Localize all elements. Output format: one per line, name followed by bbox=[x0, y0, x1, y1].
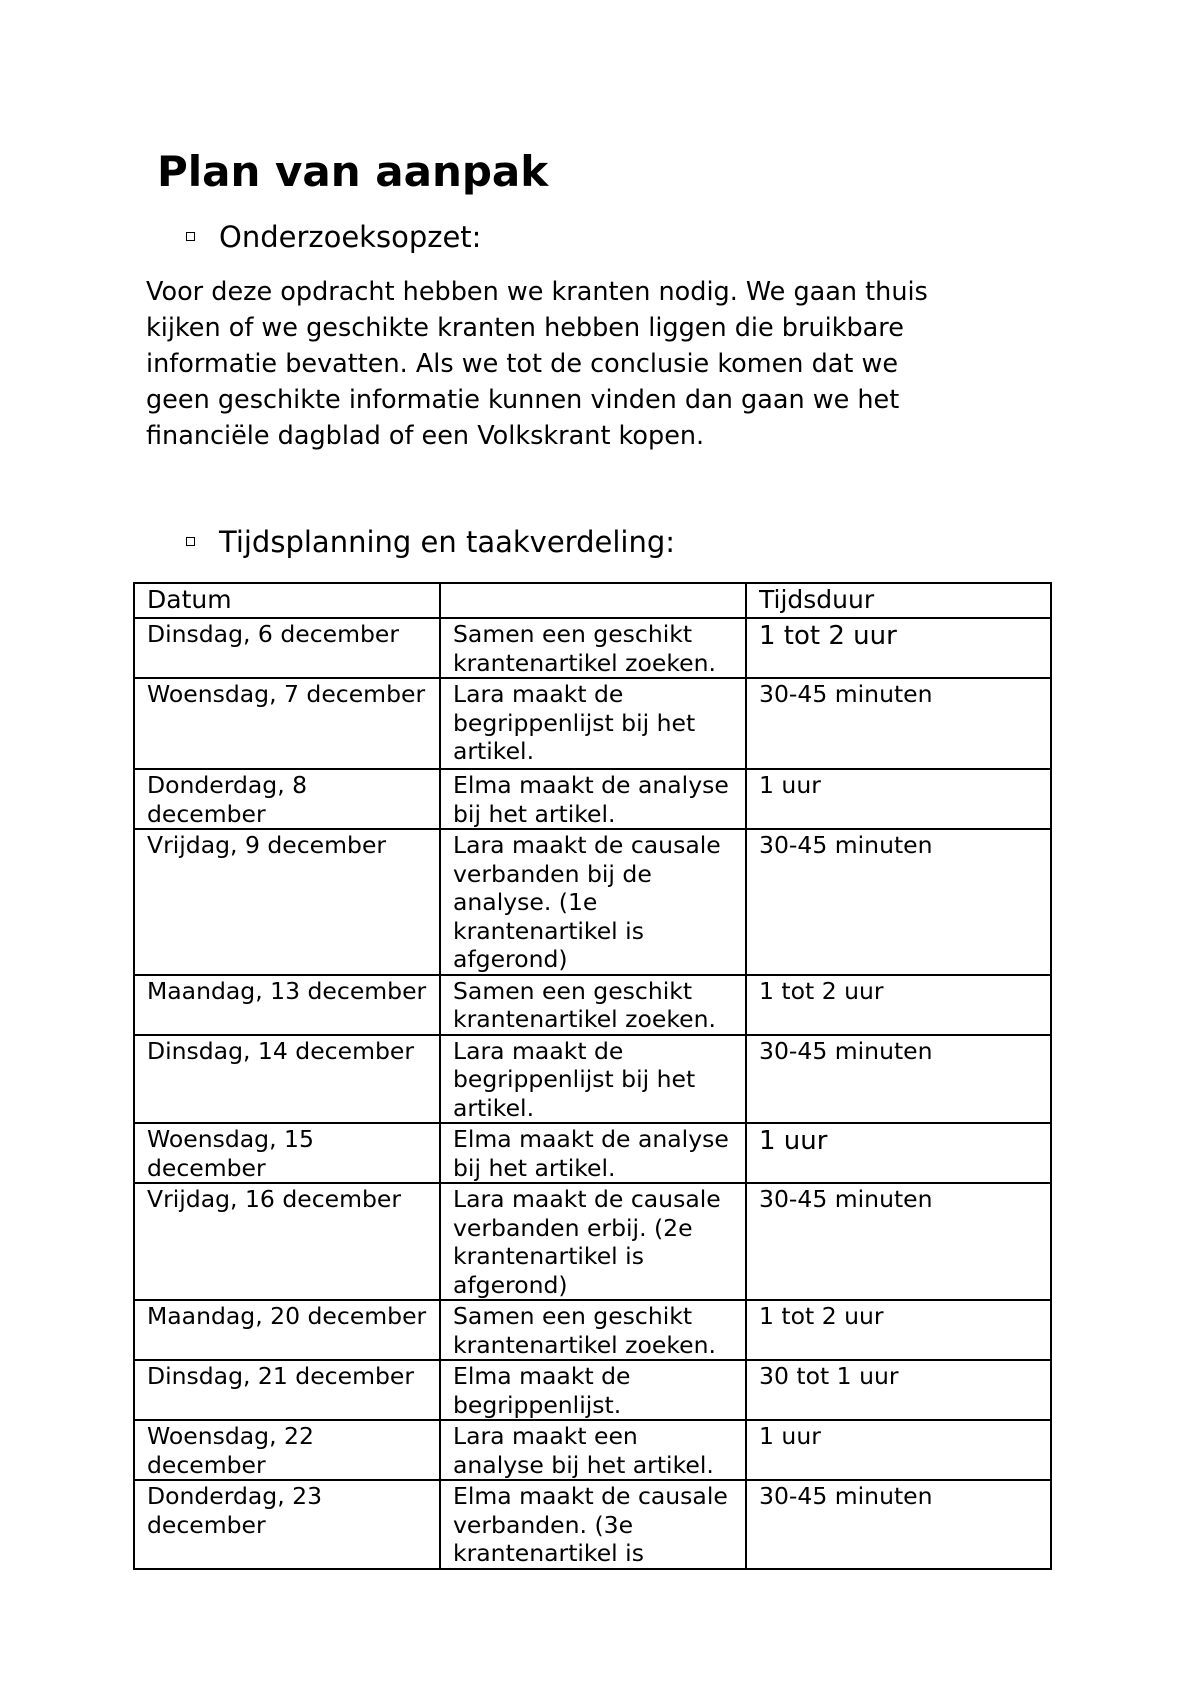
cell-date: Woensdag, 22 december bbox=[134, 1420, 440, 1480]
cell-task: Lara maakt een analyse bij het artikel. bbox=[440, 1420, 746, 1480]
cell-date: Dinsdag, 14 december bbox=[134, 1035, 440, 1124]
cell-duration: 30-45 minuten bbox=[746, 1183, 1051, 1300]
cell-date: Woensdag, 15 december bbox=[134, 1123, 440, 1183]
table-row bbox=[134, 1480, 1051, 1569]
table-row bbox=[134, 618, 1051, 678]
table-row bbox=[134, 975, 1051, 1035]
cell-duration: 30-45 minuten bbox=[746, 829, 1051, 975]
table-row bbox=[134, 1360, 1051, 1420]
header-tijdsduur: Tijdsduur bbox=[746, 583, 1051, 618]
cell-task: Lara maakt de causale verbanden erbij. (2e krantenartikel is afgerond) bbox=[440, 1183, 746, 1300]
header-task bbox=[440, 583, 746, 618]
cell-date: Dinsdag, 6 december bbox=[134, 618, 440, 678]
table-row bbox=[134, 1183, 1051, 1300]
research-setup-paragraph bbox=[146, 274, 1046, 454]
cell-duration: 30-45 minuten bbox=[746, 678, 1051, 769]
cell-duration: 1 uur bbox=[746, 769, 1051, 829]
square-bullet-icon bbox=[186, 232, 195, 241]
cell-duration: 30-45 minuten bbox=[746, 1480, 1051, 1569]
cell-date: Maandag, 13 december bbox=[134, 975, 440, 1035]
paragraph-line: kijken of we geschikte kranten hebben liggen die bruikbare bbox=[146, 313, 904, 343]
cell-date: Donderdag, 23 december bbox=[134, 1480, 440, 1569]
cell-task: Elma maakt de causale verbanden. (3e krantenartikel is bbox=[440, 1480, 746, 1569]
section-heading-tijdsplanning bbox=[186, 523, 675, 561]
cell-date: Maandag, 20 december bbox=[134, 1300, 440, 1360]
cell-task: Samen een geschikt krantenartikel zoeken. bbox=[440, 618, 746, 678]
cell-duration: 1 uur bbox=[746, 1123, 1051, 1183]
paragraph-line: Voor deze opdracht hebben we kranten nodig. We gaan thuis bbox=[146, 277, 928, 307]
cell-date: Vrijdag, 9 december bbox=[134, 829, 440, 975]
cell-task: Lara maakt de begrippenlijst bij het artikel. bbox=[440, 1035, 746, 1124]
cell-duration: 30-45 minuten bbox=[746, 1035, 1051, 1124]
schedule-table bbox=[133, 582, 1052, 1570]
paragraph-line: informatie bevatten. Als we tot de conclusie komen dat we bbox=[146, 349, 899, 379]
cell-date: Dinsdag, 21 december bbox=[134, 1360, 440, 1420]
section-heading-text: Onderzoeksopzet: bbox=[219, 220, 482, 254]
table-row bbox=[134, 1123, 1051, 1183]
table-row bbox=[134, 1420, 1051, 1480]
cell-duration: 30 tot 1 uur bbox=[746, 1360, 1051, 1420]
section-heading-onderzoeksopzet bbox=[186, 218, 481, 256]
table-row bbox=[134, 1300, 1051, 1360]
cell-date: Woensdag, 7 december bbox=[134, 678, 440, 769]
header-datum: Datum bbox=[134, 583, 440, 618]
paragraph-line: geen geschikte informatie kunnen vinden dan gaan we het bbox=[146, 385, 900, 415]
section-heading-text: Tijdsplanning en taakverdeling: bbox=[219, 525, 675, 559]
table-row bbox=[134, 678, 1051, 769]
table-row bbox=[134, 829, 1051, 975]
cell-task: Lara maakt de causale verbanden bij de analyse. (1e krantenartikel is afgerond) bbox=[440, 829, 746, 975]
page-title: Plan van aanpak bbox=[157, 147, 549, 196]
cell-date: Vrijdag, 16 december bbox=[134, 1183, 440, 1300]
cell-duration: 1 tot 2 uur bbox=[746, 1300, 1051, 1360]
cell-task: Samen een geschikt krantenartikel zoeken. bbox=[440, 975, 746, 1035]
cell-duration: 1 tot 2 uur bbox=[746, 975, 1051, 1035]
cell-task: Elma maakt de analyse bij het artikel. bbox=[440, 769, 746, 829]
cell-date: Donderdag, 8 december bbox=[134, 769, 440, 829]
cell-duration: 1 tot 2 uur bbox=[746, 618, 1051, 678]
cell-task: Elma maakt de begrippenlijst. bbox=[440, 1360, 746, 1420]
table-row bbox=[134, 769, 1051, 829]
cell-task: Samen een geschikt krantenartikel zoeken. bbox=[440, 1300, 746, 1360]
square-bullet-icon bbox=[186, 537, 195, 546]
cell-duration: 1 uur bbox=[746, 1420, 1051, 1480]
cell-task: Elma maakt de analyse bij het artikel. bbox=[440, 1123, 746, 1183]
paragraph-line: financiële dagblad of een Volkskrant kopen. bbox=[146, 421, 705, 451]
cell-task: Lara maakt de begrippenlijst bij het artikel. bbox=[440, 678, 746, 769]
table-row bbox=[134, 1035, 1051, 1124]
table-header-row bbox=[134, 583, 1051, 618]
